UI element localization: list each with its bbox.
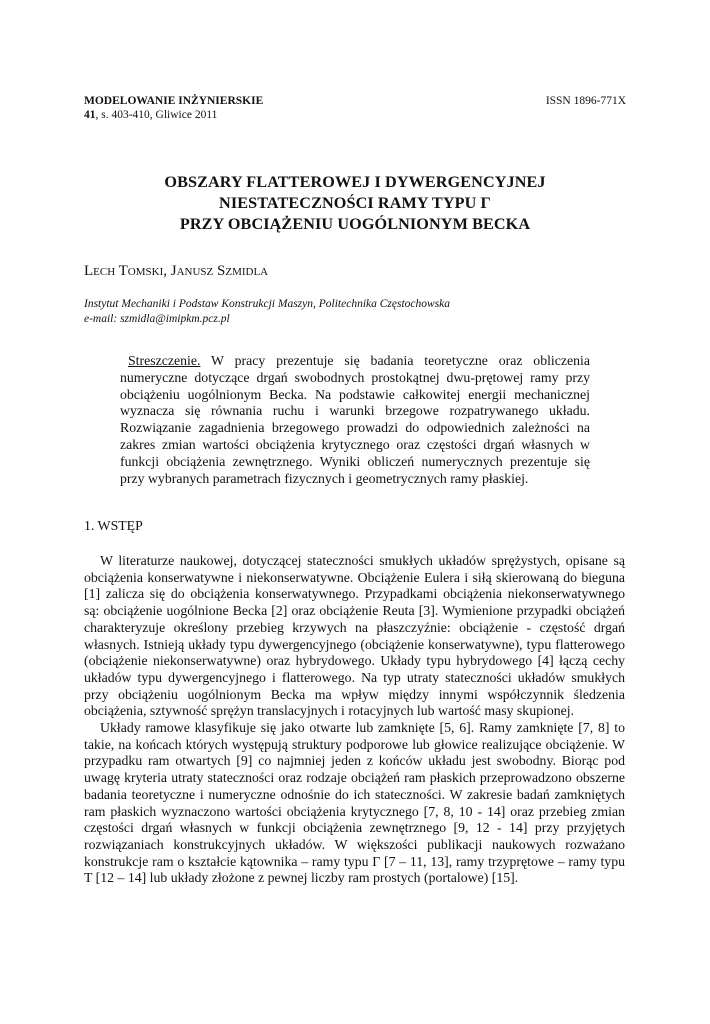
journal-volume: 41 — [84, 109, 96, 121]
abstract-label: Streszczenie. — [128, 353, 201, 368]
issn: ISSN 1896-771X — [545, 95, 626, 107]
paragraph-1: W literaturze naukowej, dotyczącej stateczności smukłych układów sprężystych, opisane są obciążenia konserwatywne i niekonserwatywne. Obciążenie Eulera i siłą skierowaną do bieguna [1] zalicza się do obciążenia konserwatywnego. Przypadkami obciążenia niekonserwatywnego są: obciążenie uogólnione Becka [2] oraz obciążenie Reuta [3]. Wymienione przypadki obciążeń charakteryzuje określony przebieg krzywych na płaszczyźnie: obciążenie - częstość drgań własnych. Istnieją układy typu dywergencyjnego (obciążenie konserwatywne), typu flatterowego (obciążenie niekonserwatywne) oraz hybrydowego. Układy typu hybrydowego [4] łączą cechy układów typu dywergencyjnego i flatterowego. Na typ utraty stateczności układów smukłych przy obciążeniu uogólnionym Becka ma wpływ między innymi współczynnik śledzenia obciążenia, sztywność sprężyn translacyjnych i rotacyjnych lub wartość masy skupionej. — [84, 553, 625, 719]
journal-header — [84, 94, 626, 122]
paragraph-2: Układy ramowe klasyfikuje się jako otwarte lub zamknięte [5, 6]. Ramy zamknięte [7, 8] to takie, na końcach których występują struktury podporowe lub głowice realizujące obciążenie. W przypadku ram otwartych [9] co najmniej jeden z końców układu jest swobodny. Biorąc pod uwagę kryteria utraty stateczności oraz rodzaje obciążeń ram płaskich przeprowadzono obszerne badania teoretyczne i numeryczne odnośnie do ich stateczności. W zakresie badań zamkniętych ram płaskich wyznaczono wartości obciążenia krytycznego [7, 8, 10 - 14] oraz przebieg zmian częstości drgań własnych w funkcji obciążenia zewnętrznego [9, 12 - 14] przy przyjętych rozwiązaniach konstrukcyjnych układów. W większości publikacji naukowych rozważano konstrukcje ram o kształcie kątownika – ramy typu Γ [7 – 11, 13], ramy trzyprętowe – ramy typu T [12 – 14] lub układy złożone z pewnej liczby ram prostych (portalowe) [15]. — [84, 720, 625, 886]
journal-pages: , s. 403-410, Gliwice 2011 — [95, 109, 218, 121]
body-text — [84, 553, 625, 887]
institute: Instytut Mechaniki i Podstaw Konstrukcji Maszyn, Politechnika Częstochowska — [84, 298, 451, 310]
abstract — [120, 353, 590, 487]
email: e-mail: szmidla@imipkm.pcz.pl — [84, 312, 230, 325]
title-line-1: OBSZARY FLATTEROWEJ I DYWERGENCYJNEJ — [164, 173, 546, 191]
section-heading: 1. WSTĘP — [84, 518, 143, 533]
title-line-3: PRZY OBCIĄŻENIU UOGÓLNIONYM BECKA — [179, 215, 531, 233]
abstract-text: W pracy prezentuje się badania teoretyczne oraz obliczenia numeryczne dotyczące drgań swobodnych prostokątnej dwu-prętowej ramy przy obciążeniu uogólnionym Becka. Na podstawie całkowitej energii mechanicznej wyznacza się równania ruchu i warunki brzegowe rozpatrywanego układu. Rozwiązanie zagadnienia brzegowego prowadzi do odpowiednich zależności na zakres zmian wartości obciążenia krytycznego oraz częstości drgań własnych w funkcji obciążenia zewnętrznego. Wyniki obliczeń numerycznych prezentuje się przy wybranych parametrach fizycznych i geometrycznych ramy płaskiej. — [120, 353, 590, 486]
authors: Lech Tomski, Janusz Szmidla — [84, 263, 269, 279]
journal-name: MODELOWANIE INŻYNIERSKIE — [84, 95, 264, 107]
title-line-2: NIESTATECZNOŚCI RAMY TYPU Γ — [219, 194, 491, 212]
paper-title — [84, 172, 626, 235]
journal-issue — [84, 108, 263, 122]
affiliation — [84, 297, 450, 326]
journal-info — [84, 94, 263, 122]
